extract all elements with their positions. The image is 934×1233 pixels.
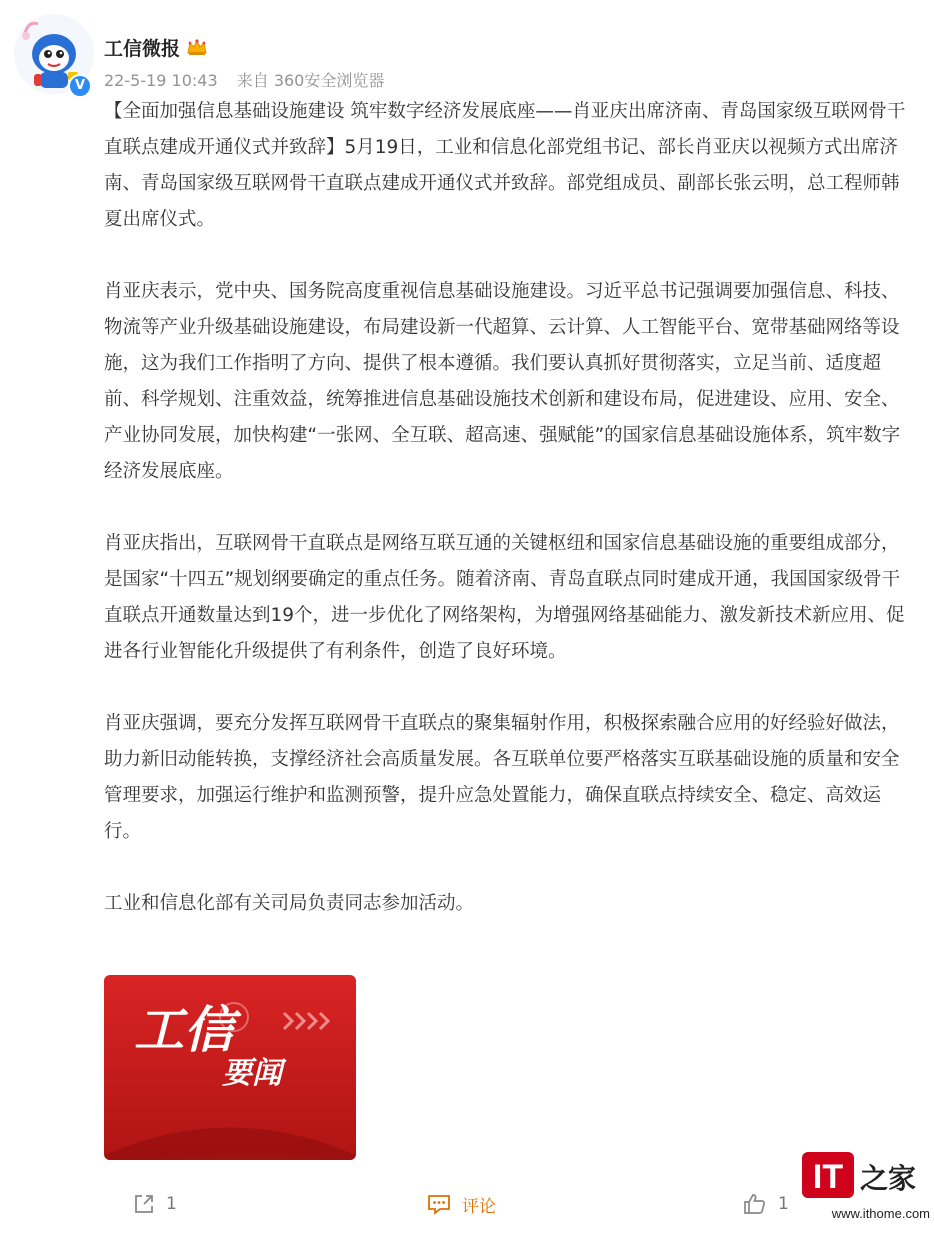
share-count: 1 [166, 1194, 177, 1214]
ithome-logo [800, 1150, 930, 1206]
post-paragraph: 肖亚庆指出，互联网骨干直联点是网络互联互通的关键枢纽和国家信息基础设施的重要组成部分，是国家“十四五”规划纲要确定的重点任务。随着济南、青岛直联点同时建成开通，我国国家级骨干直联点开通数量达到19个，进一步优化了网络架构，为增强网络基础能力、激发新技术新应用、促进各行业智能化升级提供了有利条件，创造了良好环境。 [104, 533, 905, 662]
like-count: 1 [778, 1194, 789, 1214]
banner-title-line2: 要闻 [222, 1056, 282, 1091]
post-image[interactable] [104, 975, 356, 1160]
ithome-url: www.ithome.com [831, 1206, 930, 1221]
post-actions-bar [0, 1182, 934, 1226]
ithome-watermark [800, 1150, 930, 1225]
post-author[interactable] [104, 34, 208, 60]
post-source: 来自 360安全浏览器 [236, 71, 385, 90]
comment-button[interactable] [426, 1182, 496, 1226]
author-name[interactable]: 工信微报 [104, 37, 181, 60]
post-paragraph: 【全面加强信息基础设施建设 筑牢数字经济发展底座——肖亚庆出席济南、青岛国家级互联网骨干直联点建成开通仪式并致辞】5月19日，工业和信息化部党组书记、部长肖亚庆以视频方式出席济南、青岛国家级互联网骨干直联点建成开通仪式并致辞。部党组成员、副部长张云明，总工程师韩夏出席仪式。 [104, 101, 906, 230]
thumbs-up-icon [742, 1192, 768, 1216]
post-paragraph: 工业和信息化部有关司局负责同志参加活动。 [104, 893, 475, 914]
post-timestamp[interactable]: 22-5-19 10:43 [104, 71, 218, 90]
post-content [104, 94, 912, 922]
ithome-logo-cjk: 之家 [860, 1162, 917, 1195]
crown-icon [186, 38, 208, 56]
ithome-logo-text: IT [812, 1158, 844, 1196]
verified-badge-icon: V [68, 74, 92, 98]
post-meta [104, 68, 384, 91]
share-button[interactable] [132, 1182, 177, 1226]
post-paragraph: 肖亚庆强调，要充分发挥互联网骨干直联点的聚集辐射作用，积极探索融合应用的好经验好做法，助力新旧动能转换，支撑经济社会高质量发展。各互联单位要严格落实互联基础设施的质量和安全管理要求，加强运行维护和监测预警，提升应急处置能力，确保直联点持续安全、稳定、高效运行。 [104, 713, 900, 842]
banner-title-line1: 工信 [134, 1001, 234, 1059]
like-button[interactable] [742, 1182, 789, 1226]
post-paragraph: 肖亚庆表示，党中央、国务院高度重视信息基础设施建设。习近平总书记强调要加强信息、科技、物流等产业升级基础设施建设，布局建设新一代超算、云计算、人工智能平台、宽带基础网络等设施，这为我们工作指明了方向、提供了根本遵循。我们要认真抓好贯彻落实，立足当前、适度超前、科学规划、注重效益，统筹推进信息基础设施技术创新和建设布局，促进建设、应用、安全、产业协同发展，加快构建“一张网、全互联、超高速、强赋能”的国家信息基础设施体系，筑牢数字经济发展底座。 [104, 281, 901, 482]
comment-label: 评论 [462, 1196, 496, 1217]
news-banner-image [104, 975, 356, 1160]
comment-icon [426, 1192, 452, 1216]
share-icon [132, 1192, 156, 1216]
